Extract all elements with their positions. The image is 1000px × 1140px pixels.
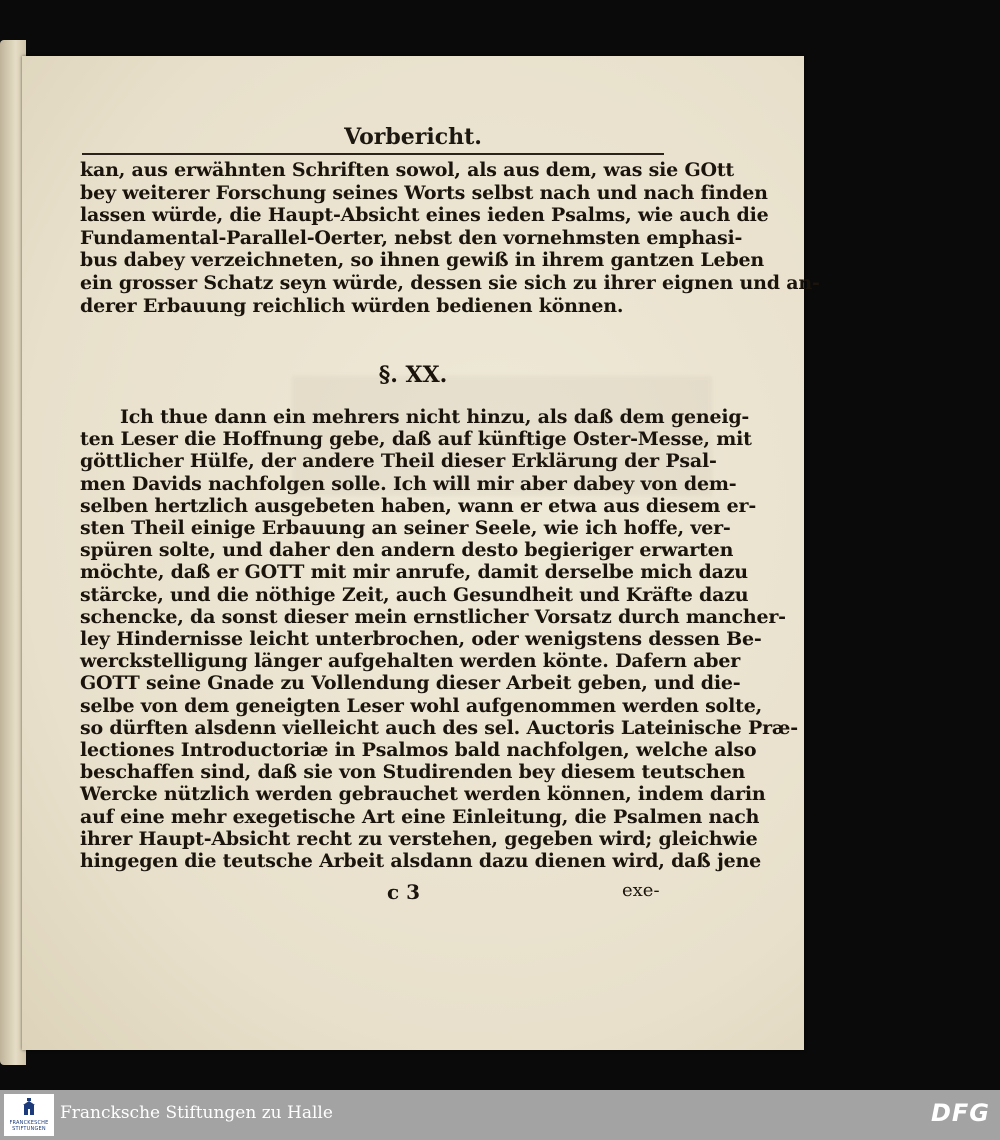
text-line: ein grosser Schatz seyn würde, dessen sie sich zu ihrer eignen und an- xyxy=(80,271,820,294)
text-line: beschaffen sind, daß sie von Studirenden bey diesem teutschen xyxy=(80,761,746,784)
text-line: hingegen die teutsche Arbeit alsdann dazu dienen wird, daß jene xyxy=(80,850,762,873)
text-line: ihrer Haupt-Absicht recht zu verstehen, gegeben wird; gleichwie xyxy=(80,827,758,850)
text-line: kan, aus erwähnten Schriften sowol, als aus dem, was sie GOtt xyxy=(80,159,734,181)
text-line: selbe von dem geneigten Leser wohl aufgenommen werden solte, xyxy=(80,694,763,717)
text-line: schencke, da sonst dieser mein ernstlicher Vorsatz durch mancher- xyxy=(80,605,786,628)
text-line: lassen würde, die Haupt-Absicht eines ieden Psalms, wie auch die xyxy=(80,204,769,227)
text-line: auf eine mehr exegetische Art eine Einleitung, die Psalmen nach xyxy=(80,805,760,828)
running-head: Vorbericht. xyxy=(344,124,482,150)
text-line: möchte, daß er GOTT mit mir anrufe, damit derselbe mich dazu xyxy=(80,561,748,584)
dfg-logo[interactable]: DFG xyxy=(930,1099,990,1127)
catchword: exe- xyxy=(622,880,660,901)
text-line: derer Erbauung reichlich würden bedienen können. xyxy=(80,294,624,317)
text-line: bey weiterer Forschung seines Worts selbst nach und nach finden xyxy=(80,181,768,204)
text-line: spüren solte, und daher den andern desto begieriger erwarten xyxy=(80,539,734,562)
text-line: sten Theil einige Erbauung an seiner Seele, wie ich hoffe, ver- xyxy=(80,517,731,540)
logo-text: FRANCKESCHE STIFTUNGEN xyxy=(9,1120,49,1132)
building-icon xyxy=(23,1098,35,1116)
text-line: ten Leser die Hoffnung gebe, daß auf künftige Oster-Messe, mit xyxy=(80,428,752,451)
text-line: Ich thue dann ein mehrers nicht hinzu, als daß dem geneig- xyxy=(120,406,750,428)
book-page xyxy=(22,56,820,1050)
text-line: GOTT seine Gnade zu Vollendung dieser Arbeit geben, und die- xyxy=(80,672,741,695)
text-line: so dürften alsdenn vielleicht auch des sel. Auctoris Lateinische Præ- xyxy=(80,716,798,739)
institution-name: Francksche Stiftungen zu Halle xyxy=(60,1103,333,1123)
paragraph-1 xyxy=(80,159,820,317)
text-line: men Davids nachfolgen solle. Ich will mir aber dabey von dem- xyxy=(80,472,737,495)
paragraph-2 xyxy=(80,406,798,873)
viewer-footer-bar xyxy=(0,1090,1000,1140)
section-title: §. XX. xyxy=(378,362,448,388)
text-line: Wercke nützlich werden gebrauchet werden können, indem darin xyxy=(80,783,766,806)
signature-mark: c 3 xyxy=(387,880,421,904)
text-line: selben hertzlich ausgebeten haben, wann er etwa aus diesem er- xyxy=(80,494,757,517)
text-line: bus dabey verzeichneten, so ihnen gewiß in ihrem gantzen Leben xyxy=(80,249,765,272)
text-line: göttlicher Hülfe, der andere Theil dieser Erklärung der Psal- xyxy=(80,450,717,473)
text-line: ley Hindernisse leicht unterbrochen, oder wenigstens dessen Be- xyxy=(80,628,762,651)
header-rule xyxy=(82,153,664,155)
text-line: stärcke, und die nöthige Zeit, auch Gesundheit und Kräfte dazu xyxy=(80,583,749,606)
text-line: Fundamental-Parallel-Oerter, nebst den vornehmsten emphasi- xyxy=(80,226,743,249)
franckesche-stiftungen-logo[interactable] xyxy=(4,1094,54,1136)
text-line: werckstelligung länger aufgehalten werden könte. Dafern aber xyxy=(80,650,741,673)
text-line: lectiones Introductoriæ in Psalmos bald nachfolgen, welche also xyxy=(80,739,757,762)
